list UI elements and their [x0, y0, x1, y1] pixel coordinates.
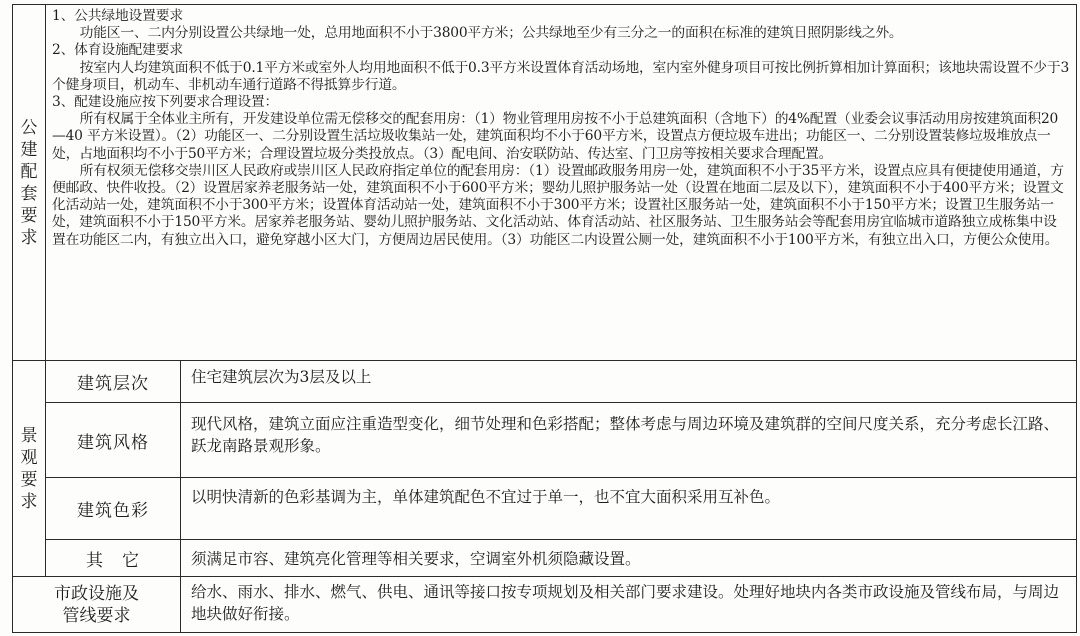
building-style-label: 建筑风格	[46, 403, 181, 478]
section-label-char: 配	[20, 161, 38, 182]
sports-heading: 2、体育设施配建要求	[52, 42, 183, 59]
owner-facilities-text: 所有权属于全体业主所有，开发建设单位需无偿移交的配套用房：（1）物业管理用房按不小于总建筑面积（含地下）的4%配置（业委会议事活动用房按建筑面积20—40 平方米设置）。（2）功能区一、二分别设置生活垃圾收集站一处，建筑面积均不小于60平方米，设置点方便垃圾车进出；功能区一、二分别设置装修垃圾堆放点一处，占地面积均不小于50平方米；合理设置垃圾分类投放点。（3）配电间、治安联防站、传达室、门卫房等按相关要求合理配置。	[52, 111, 1059, 162]
section-label-char: 景	[20, 425, 38, 446]
requirements-table	[12, 4, 1077, 633]
government-facilities-text: 所有权须无偿移交崇川区人民政府或崇川区人民政府指定单位的配套用房：（1）设置邮政服务用房一处，建筑面积不小于35平方米，设置点应具有便捷使用通道，方便邮政、快件收投。（2）设置居家养老服务站一处，建筑面积不小于600平方米；婴幼儿照护服务站一处（设置在地面二层及以下），建筑面积不小于400平方米；设置文化活动站一处，建筑面积不小于300平方米；设置体育活动站一处，建筑面积不小于300平方米；设置社区服务站一处，建筑面积不小于150平方米；设置卫生服务站一处，建筑面积不小于150平方米。居家养老服务站、婴幼儿照护服务站、文化活动站、体育活动站、社区服务站、卫生服务站会等配套用房宜临城市道路独立成栋集中设置在功能区二内，有独立出入口，避免穿越小区大门，方便周边居民使用。（3）功能区二内设置公厕一处，建筑面积不小于100平方米，有独立出入口，方便公众使用。	[52, 162, 1064, 248]
other-label: 其 它	[46, 540, 181, 577]
municipal-value: 给水、雨水、排水、燃气、供电、通讯等接口按专项规划及相关部门要求建设。处理好地块内各类市政设施及管线布局，与周边地块做好衔接。	[181, 577, 1077, 633]
section-label-char: 要	[20, 469, 38, 490]
facilities-heading: 3、配建设施应按下列要求合理设置：	[52, 94, 279, 111]
municipal-label-line2: 管线要求	[62, 605, 131, 626]
building-color-label: 建筑色彩	[46, 478, 181, 540]
landscape-row-layers	[13, 361, 1077, 403]
municipal-row	[13, 577, 1077, 633]
landscape-row-other	[13, 540, 1077, 577]
green-space-heading: 1、公共绿地设置要求	[52, 8, 183, 24]
section-label-char: 套	[20, 183, 38, 204]
section-label-char: 要	[20, 205, 38, 226]
section-label-char: 求	[20, 491, 38, 512]
building-layers-label: 建筑层次	[46, 361, 181, 403]
landscape-section-label	[13, 361, 46, 577]
landscape-row-style	[13, 403, 1077, 478]
other-value: 须满足市容、建筑亮化管理等相关要求，空调室外机须隐藏设置。	[181, 540, 1077, 577]
green-space-text: 功能区一、二内分别设置公共绿地一处，总用地面积不小于3800平方米；公共绿地至少有三分之一的面积在标准的建筑日照阴影线之外。	[79, 25, 903, 42]
building-color-value: 以明快清新的色彩基调为主，单体建筑配色不宜过于单一，也不宜大面积采用互补色。	[181, 478, 1077, 540]
section-label-char: 公	[20, 117, 38, 138]
section-label-char: 观	[20, 447, 38, 468]
building-layers-value: 住宅建筑层次为3层及以上	[181, 361, 1077, 403]
public-facilities-content	[46, 5, 1077, 361]
section-label-char: 求	[20, 227, 38, 248]
building-style-value: 现代风格，建筑立面应注重造型变化，细节处理和色彩搭配；整体考虑与周边环境及建筑群的空间尺度关系，充分考虑长江路、跃龙南路景观形象。	[181, 403, 1077, 478]
public-facilities-row	[13, 5, 1077, 361]
landscape-row-color	[13, 478, 1077, 540]
sports-text: 按室内人均建筑面积不低于0.1平方米或室外人均用地面积不低于0.3平方米设置体育活动场地，室内室外健身项目可按比例折算相加计算面积；该地块需设置不少于3个健身项目，机动车、非机动车通行道路不得抵算步行道。	[52, 59, 1070, 93]
section-label-char: 建	[20, 139, 38, 160]
municipal-label	[13, 577, 181, 633]
municipal-label-line1: 市政设施及	[54, 583, 139, 604]
public-facilities-section-label	[13, 5, 46, 361]
